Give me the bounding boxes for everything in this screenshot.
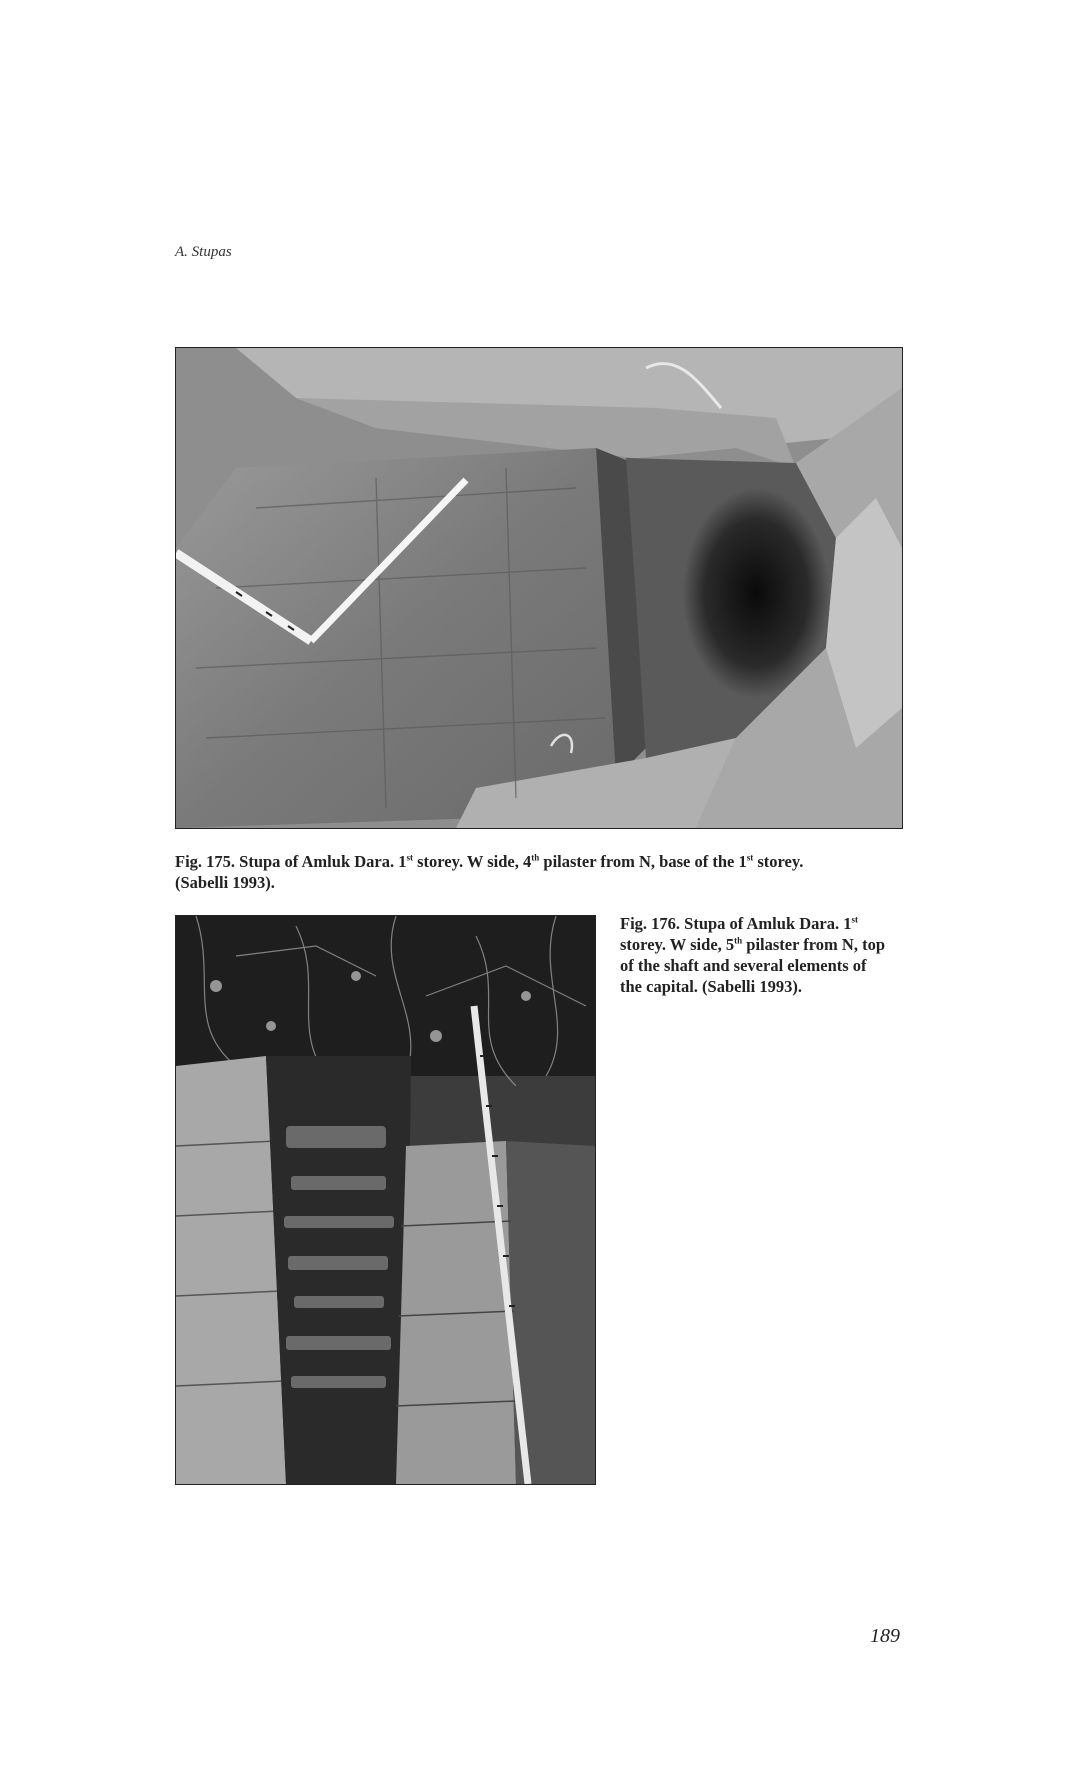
excavation-pit-image bbox=[176, 348, 902, 828]
figure-175-photo bbox=[175, 347, 903, 829]
figure-175-caption: Fig. 175. Stupa of Amluk Dara. 1st storey. W side, 4th pilaster from N, base of the 1st storey. (Sabelli 1993). bbox=[175, 852, 804, 892]
figure-176-caption: Fig. 176. Stupa of Amluk Dara. 1st storey. W side, 5th pilaster from N, top of the shaft and several elements of the capital. (Sabelli 1993). bbox=[620, 914, 885, 996]
masonry-pilaster-image bbox=[176, 916, 595, 1484]
figure-176-photo bbox=[175, 915, 596, 1485]
page-number: 189 bbox=[870, 1625, 900, 1647]
running-head: A. Stupas bbox=[175, 244, 232, 260]
